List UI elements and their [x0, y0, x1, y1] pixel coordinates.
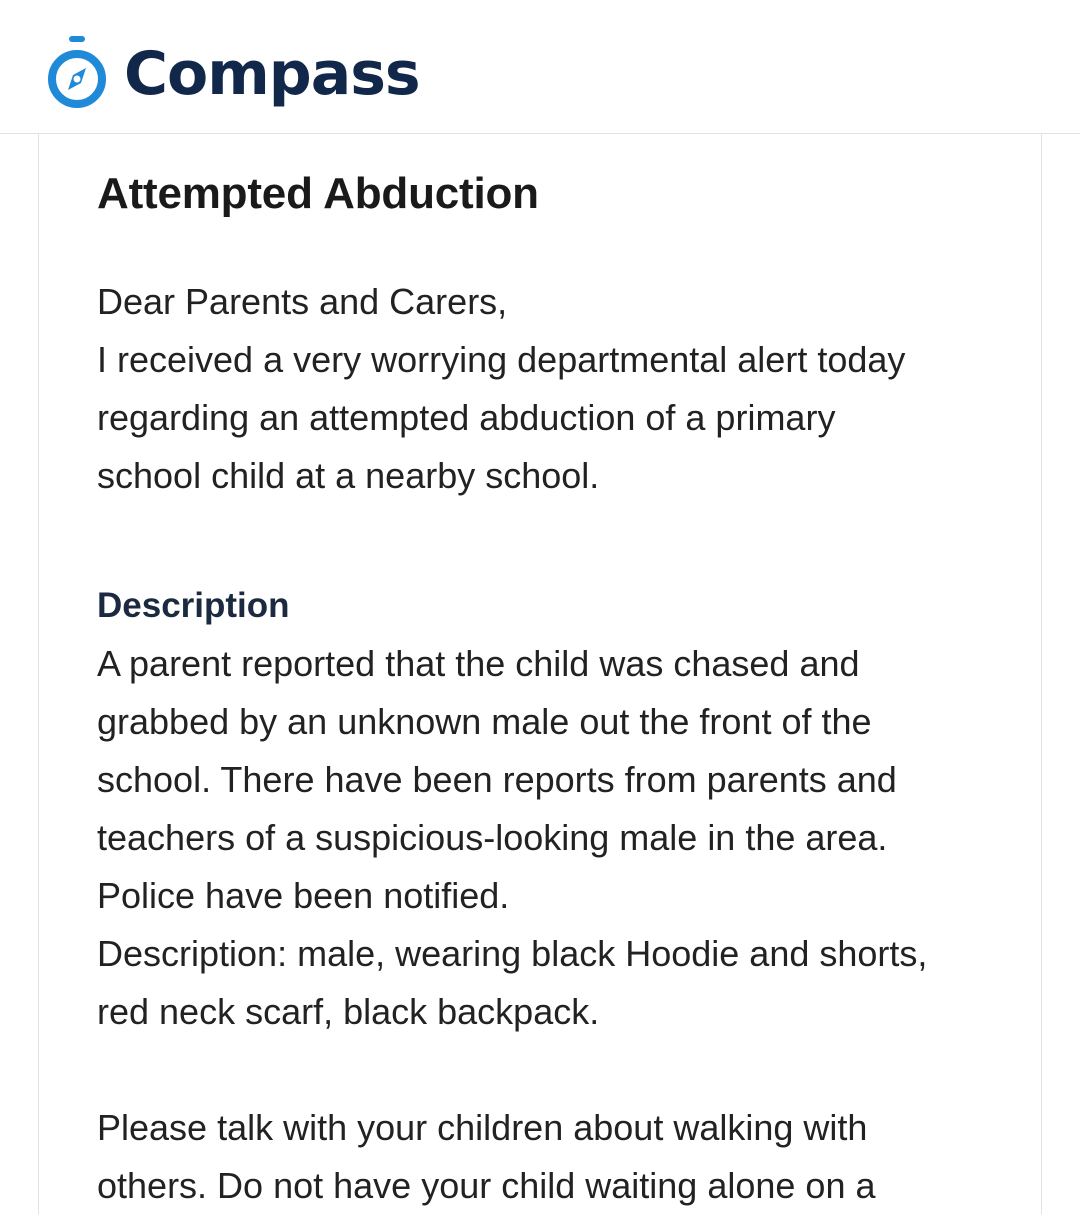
compass-stopwatch-icon [46, 36, 108, 112]
intro-line: regarding an attempted abduction of a primary [97, 397, 836, 438]
description-section [97, 577, 1017, 1041]
description-line: school. There have been reports from parents and [97, 759, 897, 800]
intro-paragraph [97, 273, 1017, 505]
description-line: grabbed by an unknown male out the front of the [97, 701, 872, 742]
description-line: Police have been notified. [97, 875, 510, 916]
intro-line: I received a very worrying departmental alert today [97, 339, 906, 380]
description-heading: Description [97, 586, 290, 625]
message-card [38, 134, 1042, 1214]
message-content [97, 166, 1017, 1215]
message-title: Attempted Abduction [97, 169, 539, 218]
closing-paragraph [97, 1099, 1017, 1215]
compass-logo[interactable] [46, 36, 420, 112]
closing-line: Please talk with your children about walking with [97, 1107, 868, 1148]
app-header [0, 0, 1080, 134]
closing-line: others. Do not have your child waiting alone on a [97, 1165, 876, 1206]
greeting-line: Dear Parents and Carers, [97, 281, 508, 322]
intro-line: school child at a nearby school. [97, 455, 600, 496]
description-line: Description: male, wearing black Hoodie and shorts, [97, 933, 928, 974]
description-line: red neck scarf, black backpack. [97, 991, 600, 1032]
description-line: A parent reported that the child was chased and [97, 643, 860, 684]
brand-name: Compass [124, 39, 420, 109]
description-line: teachers of a suspicious-looking male in the area. [97, 817, 888, 858]
